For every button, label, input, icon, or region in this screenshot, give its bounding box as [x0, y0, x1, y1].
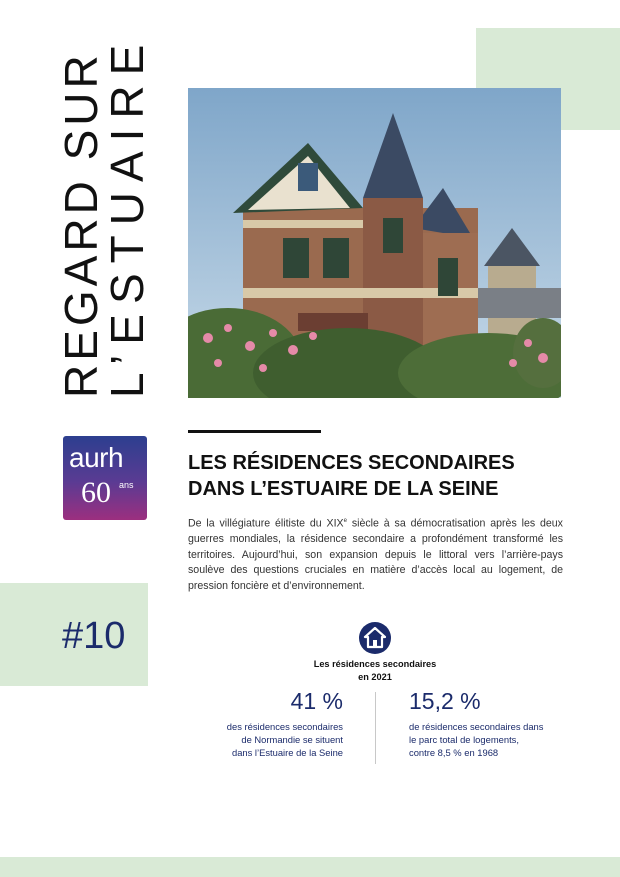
stat-left-desc-line3: dans l’Estuaire de la Seine — [231, 747, 343, 758]
headline-rule — [188, 430, 321, 433]
stat-left-value: 41 % — [290, 688, 343, 714]
aurh-60-logo — [63, 436, 147, 520]
logo-brand: aurh — [69, 442, 124, 473]
stat-right-description — [409, 720, 569, 759]
stats-title — [295, 658, 455, 684]
article-title: LES RÉSIDENCES SECONDAIRES DANS L’ESTUAIRE DE LA SEINE — [188, 452, 515, 500]
intro-superscript: e — [343, 518, 347, 524]
issue-number: #10 — [62, 615, 126, 657]
stat-left-desc-line1: des résidences secondaires — [226, 721, 343, 732]
stat-right-desc-line1: de résidences secondaires dans — [409, 721, 544, 732]
stat-left-desc-line2: de Normandie se situent — [241, 734, 343, 745]
stat-right-desc-line2: le parc total de logements, — [409, 734, 519, 745]
stat-right-desc-line3: contre 8,5 % en 1968 — [409, 747, 499, 758]
series-title-line2: L’ESTUAIRE — [101, 34, 153, 398]
stat-left-description — [200, 720, 343, 759]
stats-divider — [375, 692, 376, 764]
intro-text-part2: siècle à sa démocratisation après les deux guerres mondiales, la résidence secondaire a profondément transformé les territoires. Aujourd’hui, son expansion depuis le littoral vers l’arrière-pays soulève des questions cruciales en matière d’accès local au logement, de pression foncière et d’environnement. — [188, 517, 563, 592]
stat-right-value: 15,2 % — [409, 688, 481, 714]
stats-title-line1: Les résidences secondaires — [313, 659, 437, 669]
stats-title-line2: en 2021 — [358, 672, 392, 682]
series-title-line1: REGARD SUR — [55, 51, 107, 398]
logo-number: 60 — [81, 476, 111, 509]
intro-text-part1: De la villégiature élitiste du XIX — [188, 517, 344, 530]
house-icon — [359, 622, 391, 654]
decor-green-band-bottom — [0, 857, 620, 877]
series-title — [55, 34, 153, 398]
logo-suffix: ans — [119, 480, 134, 490]
cover-photo — [188, 88, 561, 398]
article-intro — [188, 514, 563, 595]
